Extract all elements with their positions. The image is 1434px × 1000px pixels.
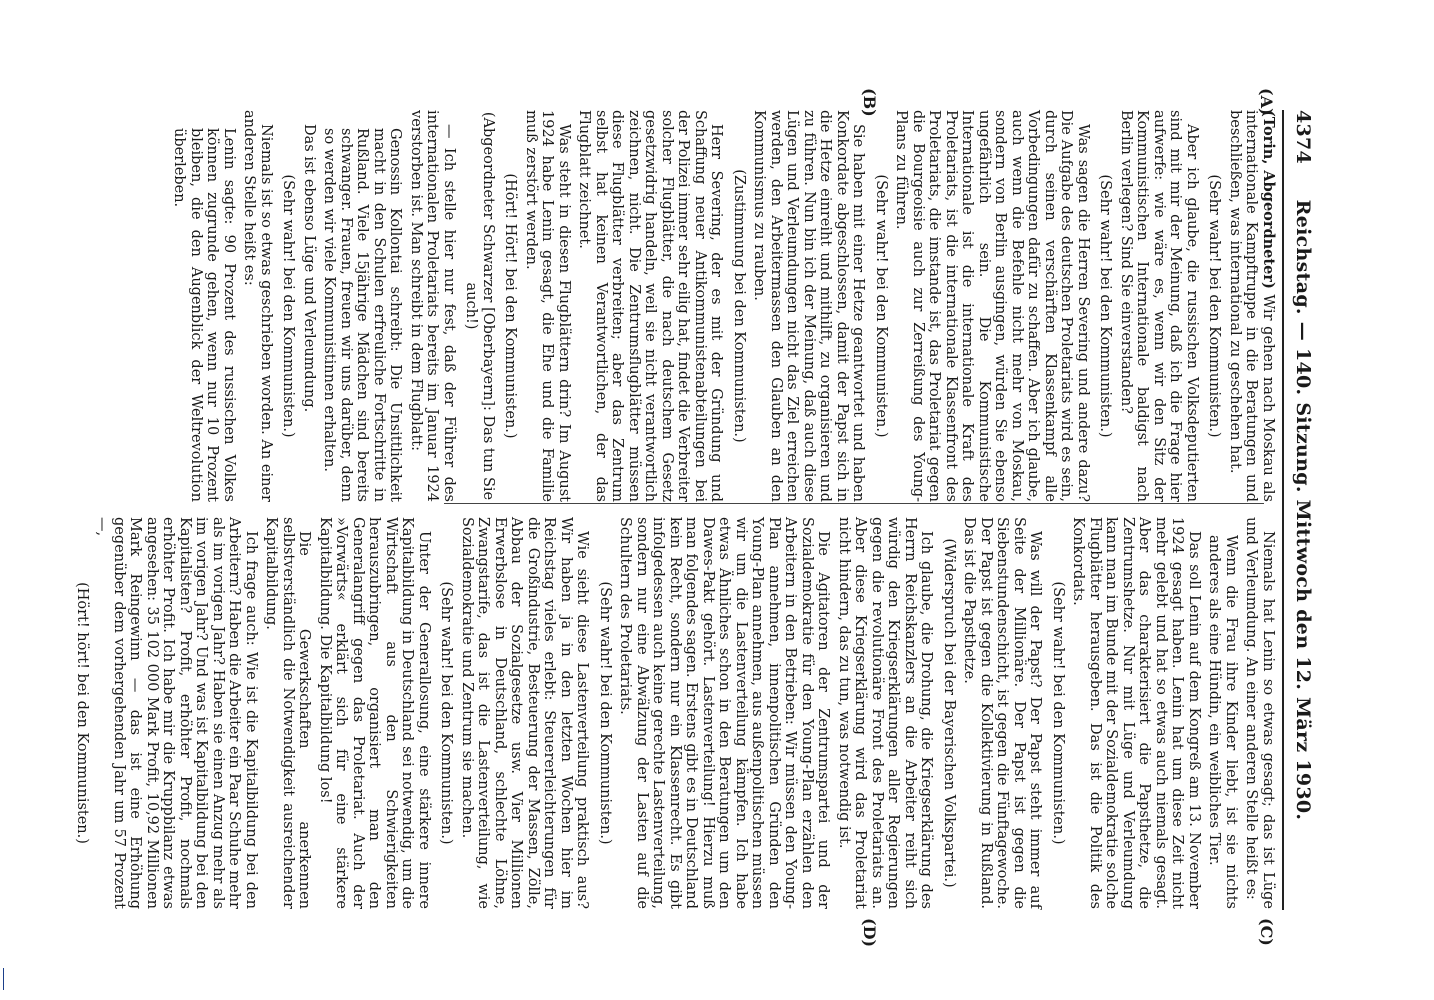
paragraph: Was will der Papst? Der Papst steht immer auf Seite der Millionäre. Der Papst ist gegen die Siebenstundenschicht, ist gegen die Fünftagewoche. Der Papst ist gegen die Kollektivierung in Rußland. Das ist die Papsthetze.: [961, 517, 1044, 909]
paragraph: Die Agitatoren der Zentrumspartei und der Sozialdemokratie für den Young-Plan erzählen den Arbeitern in den Betrieben: Wir müssen den Young-Plan annehmen, innenpolitischen Gründen den Young-Plan annehmen, aus außenpolitischen müssen wir um die Lastenverteilung kämpfen. Ich habe etwas Ähnliches schon in den Beratungen um den Dawes-Pakt gehört. Lastenverteilung! Hierzu muß man folgendes sagen. Erstens gibt es in Deutschland kein Recht, sondern nur ein Klassenrecht. Es gibt infolgedessen auch keine gerechte Lastenverteilung, sondern nur eine Abwälzung der Lasten auf die Schultern des Proletariats.: [617, 517, 832, 909]
interjection: (Sehr wahr! bei den Kommunisten.): [1097, 174, 1114, 438]
page-number: 4374: [1292, 110, 1314, 165]
speech-text: Wir gehen nach Moskau als internationale Kampftruppe in die Beratungen und beschließen, was international zu geschehen hat.: [1227, 110, 1276, 502]
column-rule: [444, 503, 1264, 504]
paragraph: Unter der Generallosung, eine stärkere innere Kapitalbildung in Deutschland sei notwendig, um die Wirtschaft aus den Schwierigkeiten herauszubringen, organisiert man den Generalangriff gegen das Proletariat. Auch der »Vorwärts« erklärt sich für eine stärkere Kapitalbildung. Die Kapitalbildung los!: [317, 517, 432, 909]
paragraph: Aber ich glaube, die russischen Volksdeputierten sind mit mir der Meinung, daß ich die Frage hier aufwerfe: wie wäre es, wenn wir den Sitz der Kommunistischen Internationale baldigst nach Berlin verlegen? Sind Sie einverstanden?: [1118, 110, 1200, 502]
paragraph: Herr Severing, der es mit der Gründung und Schaffung neuer Antikommunistenabteilungen bei der Polizei immer sehr eilig hat, findet die Verbreiter solcher Flugblätter, die nach deutschem Gesetz gesetzwidrig handeln, weil sie nicht verantwortlich zeichnen, nicht. Die Zentrumsflugblätter müssen diese Flugblätter verbreiten; aber das Zentrum selbst hat keinen Verantwortlichen, der das Flugblatt zeichnet.: [576, 110, 725, 502]
speaker-name: (Torin, Abgeordneter): [1260, 110, 1277, 289]
paragraph: Das soll Lenin auf dem Kongreß am 13. November 1924 gesagt haben. Lenin hat um diese Zeit nicht mehr gelebt und hat so etwas auch niemals gesagt. Aber das charakterisiert die Papsthetze, die Zentrumshetze. Nur mit Lüge und Verleumdung kann man im Bunde mit der Sozialdemokratie solche Flugblätter herausgeben. Das ist die Politik des Konkordats.: [1070, 517, 1202, 909]
quotation: Genossin Kollontai schreibt: Die Unsittlichkeit macht in den Schulen erfreuliche Fortschritte in Rußland. Viele 15jährige Mädchen sind bereits schwanger. Frauen, freuen wir uns darüber, denn so werden wir viele Kommunistinnen erhalten.: [321, 128, 404, 502]
interjection: (Hört! Hört! bei den Kommunisten.): [502, 173, 519, 439]
interjection: (Sehr wahr! bei den Kommunisten.): [873, 174, 889, 438]
margin-mark-d: (D): [860, 918, 879, 948]
quotation: Wenn die Frau ihre Kinder liebt, ist sie nichts anderes als eine Hündin, ein weibliches Tier.: [1206, 535, 1239, 909]
interjection: (Sehr wahr! bei den Kommunisten.): [1050, 581, 1066, 845]
interjection: (Hört! hört! bei den Kommunisten.): [74, 582, 90, 844]
right-column: [68, 517, 1277, 909]
scanned-page: [4, 0, 1334, 1000]
paragraph: Ich frage auch: Wie ist die Kapitalbildung bei den Arbeitern? Haben die Arbeiter ein Paar Schuhe mehr als im vorigen Jahr? Haben sie einen Anzug mehr als im vorigen Jahr? Und was ist Kapitalbildung bei den Kapitalisten? Profit, erhöhter Profit, nochmals erhöhter Profit. Ich habe mir die Kruppbilanz etwas angesehen: 35 102 000 Mark Profit, 10,92 Millionen Mark Reingewinn — das ist eine Erhöhung gegenüber dem vorhergehenden Jahr um 57 Prozent —,: [94, 517, 259, 909]
margin-mark-b: (B): [860, 88, 879, 117]
paragraph: Niemals ist so etwas geschrieben worden. An einer anderen Stelle heißt es:: [241, 110, 274, 502]
interjection: (Sehr wahr! bei den Kommunisten.): [597, 581, 613, 845]
paragraph: Was steht in diesen Flugblättern drin? Im August 1924 habe Lenin gesagt, die Ehe und die Familie muß zerstört werden.: [523, 110, 572, 502]
interjection: (Sehr wahr! bei den Kommunisten.): [438, 581, 455, 845]
interjection: (Sehr wahr! bei den Kommunisten.): [280, 174, 297, 438]
margin-mark-a: (A): [1257, 88, 1276, 116]
paragraph: Niemals hat Lenin so etwas gesagt; das ist Lüge und Verleumdung. An einer anderen Stelle heißt es:: [1243, 517, 1276, 909]
paragraph: Das ist ebenso Lüge und Verleumdung.: [301, 124, 317, 413]
paragraph: — Ich stelle hier nur fest, daß der Führer des internationalen Proletariats bereits im Januar 1924 verstorben ist. Man schreibt in dem Flugblatt:: [408, 110, 457, 502]
interjection: (Widerspruch bei der Bayerischen Volkspartei.): [941, 538, 957, 888]
page-header: [1288, 110, 1314, 910]
page-title: Reichstag. — 140. Sitzung. Mittwoch den 12. März 1930.: [1292, 199, 1314, 821]
paragraph: Was sagen die Herren Severing und andere dazu? Die Aufgabe des deutschen Proletariats wird es sein, durch seinen verschärften Klassenkampf alle Vorbedingungen dafür zu schaffen. Aber ich glaube, auch wenn die Befehle nicht mehr von Moskau, sondern von Berlin ausgingen, würden Sie ebenso ungefährlich sein. Die Kommunistische Internationale ist die internationale Kraft des Proletariats, ist die internationale Klassenfront des Proletariats, die imstande ist, das Proletariat gegen die Bourgeoisie auch zur Zerreißung des Young-Plans zu führen.: [893, 110, 1091, 502]
margin-mark-c: (C): [1257, 918, 1276, 946]
paragraph: [1227, 110, 1277, 502]
quotation: Lenin sagte: 90 Prozent des russischen Volkes können zugrunde gehen, wenn nur 10 Prozent bleiben, die den Augenblick der Weltrevolution überleben.: [171, 128, 237, 502]
interjection: (Sehr wahr! bei den Kommunisten.): [1206, 174, 1223, 438]
paragraph: Ich glaube, die Drohung, die Kriegserklärung des Herrn Reichskanzlers an die Arbeiter reiht sich würdig den Kriegserklärungen aller Regierungen gegen die revolutionäre Front des Proletariats an. Aber diese Kriegserklärung wird das Proletariat nicht hindern, das zu tun, was notwendig ist.: [836, 517, 935, 909]
paragraph: Sie haben mit einer Hetze geantwortet und haben Konkordate abgeschlossen, damit der Papst sich in die Hetze einreiht und mithilft, zu organisieren und zu führen. Nun bin ich der Meinung, daß auch diese Lügen und Verleumdungen nicht das Ziel erreichen werden, den Arbeitermassen den Glauben an den Kommunismus zu rauben.: [751, 110, 867, 502]
paragraph: Wie sieht diese Lastenverteilung praktisch aus? Wir haben ja in den letzten Wochen hier im Reichstag vieles erlebt: Steuererleichterungen für die Großindustrie, Besteuerung der Massen, Zölle, Abbau der Sozialgesetze usw. Vier Millionen Erwerbslose in Deutschland, schlechte Löhne, Zwangstarife, das ist die Lastenverteilung, wie Sozialdemokratie und Zentrum sie machen.: [459, 517, 591, 909]
header-rule: [1282, 110, 1284, 910]
paragraph: Die Gewerkschaften anerkennen selbstverständlich die Notwendigkeit ausreichender Kapitalbildung.: [263, 517, 313, 909]
left-column: [167, 110, 1276, 502]
interjection: (Zustimmung bei den Kommunisten.): [731, 169, 747, 443]
interjection: (Abgeordneter Schwarzer [Oberbayern]: Das tun Sie auch!): [463, 111, 496, 501]
